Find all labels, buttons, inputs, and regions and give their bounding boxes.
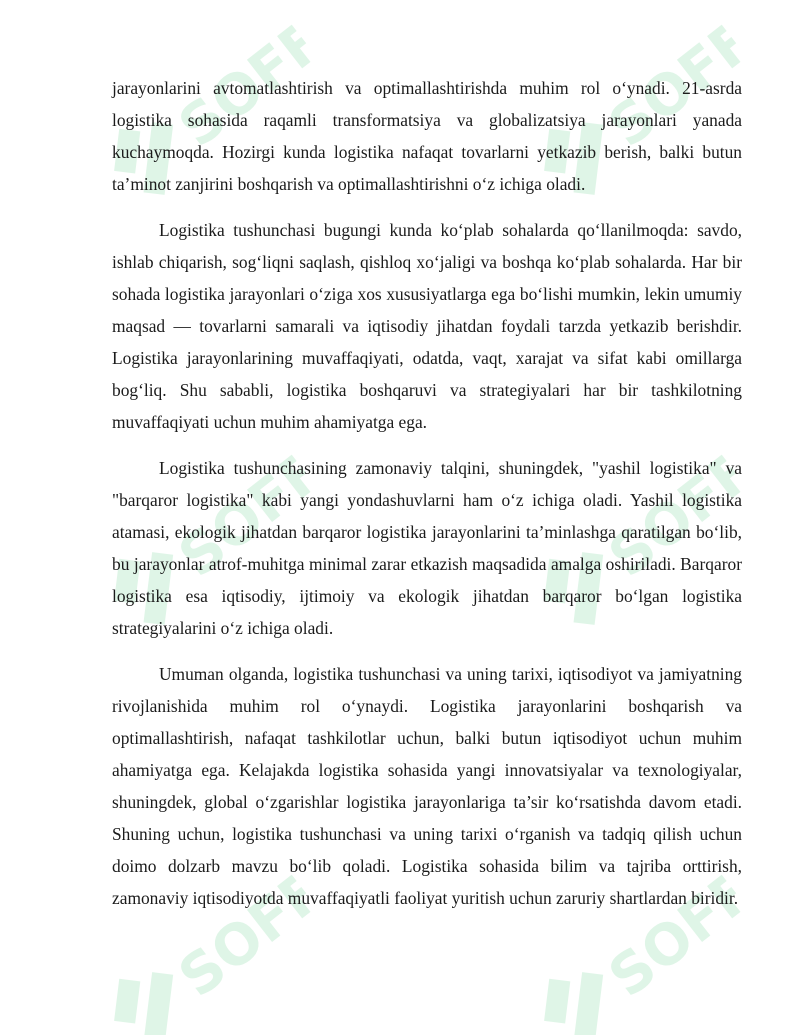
watermark-text: SOFF [597,437,767,591]
paragraph-green-logistics: Logistika tushunchasining zamonaviy talqini, shuningdek, "yashil logistika" va "barqaror logistika" kabi yangi yondashuvlarni ham o‘z ichiga oladi. Yashil logistika atamasi, ekologik jihatdan barqaror logistika jarayonlarini ta’minlashga qaratilgan bo‘lib, bu jarayonlar atrof-muhitga minimal zarar etkazish maqsadida amalga oshiriladi. Barqaror logistika esa iqtisodiy, ijtimoiy va ekologik jihatdan barqaror bo‘lgan logistika strategiyalarini o‘z ichiga oladi. [112,458,742,638]
paragraph-logistics-applications: Logistika tushunchasi bugungi kunda ko‘plab sohalarda qo‘llanilmoqda: savdo, ishlab chiqarish, sog‘liqni saqlash, qishloq xo‘jaligi va boshqa ko‘plab sohalarda. Har bir sohada logistika jarayonlari o‘ziga xos xususiyatlarga ega bo‘lishi mumkin, lekin umumiy maqsad — tovarlarni samarali va iqtisodiy jihatdan foydali tarzda yetkazib berishdir. Logistika jarayonlarining muvaffaqiyati, odatda, vaqt, xarajat va sifat kabi omillarga bog‘liq. Shu sababli, logistika boshqaruvi va strategiyalari har bir tashkilotning muvaffaqiyati uchun muhim ahamiyatga ega. [112,220,742,432]
document-body [112,72,742,928]
paragraph-continuation: jarayonlarini avtomatlashtirish va optimallashtirishda muhim rol o‘ynadi. 21-asrda logistika sohasida raqamli transformatsiya va globalizatsiya jarayonlari yanada kuchaymoqda. Hozirgi kunda logistika nafaqat tovarlarni yetkazib berish, balki butun ta’minot zanjirini boshqarish va optimallashtirishni o‘z ichiga oladi. [112,78,742,194]
watermark-text: SOFF [167,7,337,161]
watermark-text: SOFF [597,857,767,1011]
watermark-text: SOFF [167,857,337,1011]
watermark-text: SOFF [597,7,767,161]
paragraph-conclusion: Umuman olganda, logistika tushunchasi va uning tarixi, iqtisodiyot va jamiyatning rivojlanishida muhim rol o‘ynaydi. Logistika jarayonlarini boshqarish va optimallashtirish, nafaqat tashkilotlar uchun, balki butun iqtisodiyot uchun muhim ahamiyatga ega. Kelajakda logistika sohasida yangi innovatsiyalar va texnologiyalar, shuningdek, global o‘zgarishlar logistika jarayonlariga ta’sir ko‘rsatishda davom etadi. Shuning uchun, logistika tushunchasi va uning tarixi o‘rganish va tadqiq qilish uchun doimo dolzarb mavzu bo‘lib qoladi. Logistika sohasida bilim va tajriba orttirish, zamonaviy iqtisodiyotda muvaffaqiyatli faoliyat yuritish uchun zaruriy shartlardan biridir. [112,664,742,908]
watermark-text: SOFF [167,437,337,591]
